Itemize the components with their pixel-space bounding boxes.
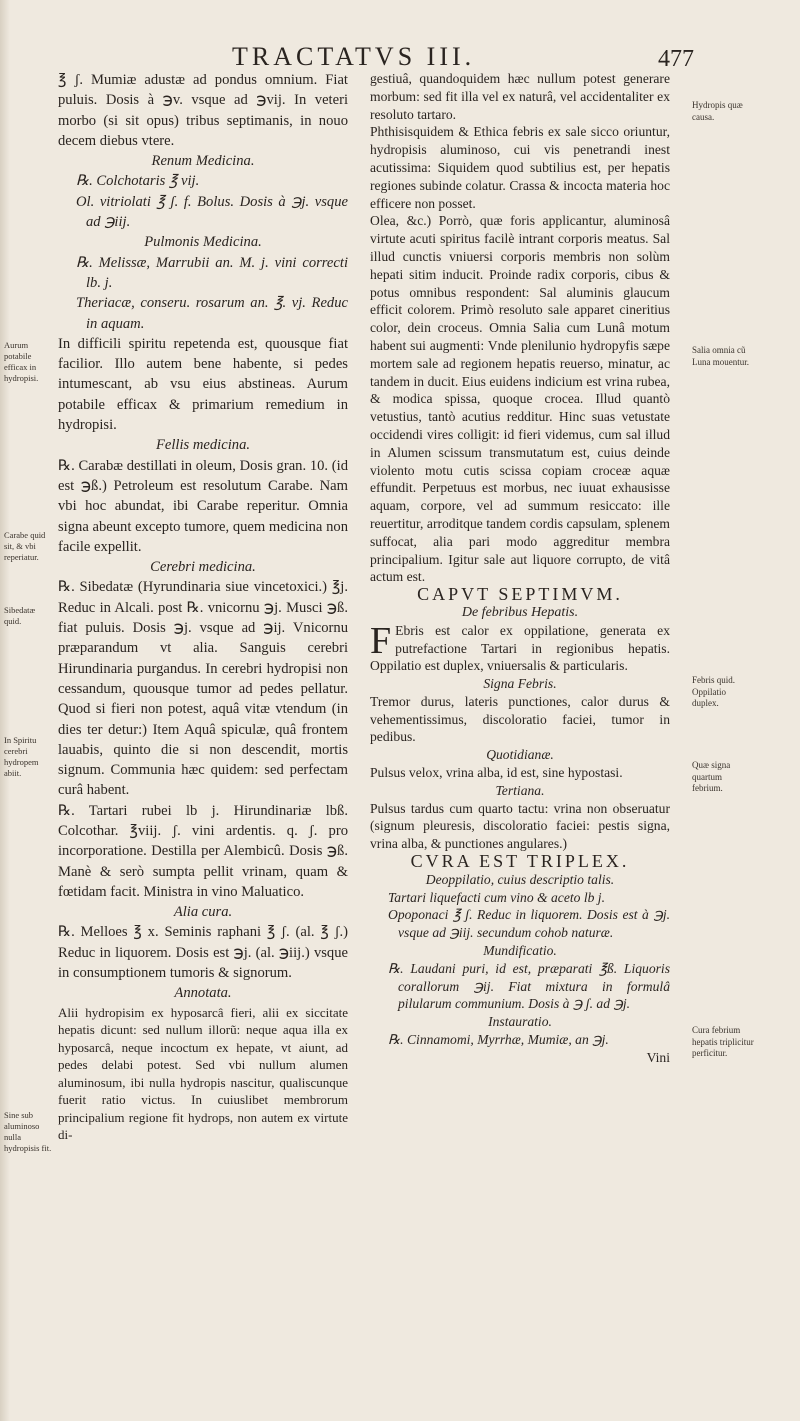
paragraph: Pulsus tardus cum quarto tactu: vrina non obseruatur (signum pleuresis, discoloratio faciei: pestis signa, vrina alba, & punctiones angulares.) [370,800,670,852]
section-heading: Annotata. [174,985,232,1002]
left-column [58,70,348,1144]
marginal-note: Sine sub aluminoso nulla hydropisis fit. [4,1110,52,1153]
section-heading: Pulmonis Medicina. [144,234,262,251]
section-heading: Alia cura. [173,904,233,921]
page-number: 477 [658,46,694,72]
paragraph: ℞. Sibedatæ (Hyrundinaria siue vincetoxici.) ℥j. Reduc in Alcali. post ℞. vnicornu ℈j. Musci ℈ß. fiat puluis. Dosis ℈j. vsque ad ℈ij. Vnicornu præparandum vt alia. Sanguis cerebri Hirundinaria purgandus. In cerebri hydropisi non cessandum, quousque tumor ad pedes pellatur. Quod si fieri non potest, aquâ vitæ vtendum (in dies ter detur:) Item Aquâ spiculæ, quâ frontem lauabis, quinto die si non descendit, mortis signum. Communia hæc quidem: sed perfectam curâ habent. [58,579,348,799]
section-heading: Tertiana. [495,782,545,798]
marginal-note: Sibedatæ quid. [4,605,36,626]
running-title: TRACTATVS III. [232,42,476,71]
recipe-line: Ol. vitriolati ℥ ʃ. f. Bolus. Dosis à ℈j. vsque ad ℈iij. [76,193,348,231]
paragraph: ℞. Melloes ℥ x. Seminis raphani ℥ ʃ. (al. ℥ ʃ.) Reduc in liquorem. Dosis est ℈j. (al. ℈iij.) vsque in consumptionem tumoris & signorum. [58,924,348,982]
section-heading: Signa Febris. [483,676,557,692]
paragraph: Phthisisquidem & Ethica febris ex sale sicco oriuntur, hydropisis aluminoso, cui vis penetrandi inest acutissima: Siquidem quod subtilius est, per hepatis regiones subinde colatur. Crassa & incocta materia hoc efficere non posset. [370,124,670,211]
section-heading: Cerebri medicina. [150,559,256,576]
marginal-note: Cura febrium hepatis triplicitur perficitur. [692,1025,754,1058]
marginal-note: Carabe quid sit, & vbi reperiatur. [4,530,46,562]
right-column [370,70,670,1067]
recipe-line: ℞. Colchotaris ℥ vij. [76,173,200,190]
marginal-note: Salia omnia cũ Luna mouentur. [692,345,749,367]
paragraph: ℞. Carabæ destillati in oleum, Dosis gran. 10. (id est ℈ß.) Petroleum est resolutum Carabe. Nam vbi hoc abundat, ibi Carabe reperitur. Omnia signa abeunt excepto tumore, quem medicina non facile expellit. [58,457,348,555]
paragraph: Pulsus velox, vrina alba, id est, sine hypostasi. [370,765,623,781]
recipe-line: Tartari liquefacti cum vino & aceto lb j. [388,889,605,905]
dropcap: F [370,619,392,662]
paragraph: In difficili spiritu repetenda est, quousque fiat facilior. Illo autem bene habente, si pedes intumescant, ab vsu eius abstineas. Aurum potabile efficax & primarium remedium in hydropisi. [58,335,348,434]
section-heading: Renum Medicina. [151,153,255,170]
chapter-title: CAPVT SEPTIMVM. [417,584,623,605]
paragraph: gestiuâ, quandoquidem hæc nullum potest generare morbum: sed fit illa vel ex naturâ, vel accidentaliter ex resoluto tartaro. [370,71,670,122]
paragraph: ℥ ʃ. Mumiæ adustæ ad pondus omnium. Fiat puluis. Dosis à ℈v. vsque ad ℈vij. In veteri morbo (si sit opus) tribus septimanis, in nouo decem diebus vtere. [58,72,348,149]
recipe-line: Opoponaci ℥ ʃ. Reduc in liquorem. Dosis est à ℈j. vsque ad ℈iij. secundum cohob naturæ. [388,907,670,941]
chapter-subtitle: De febribus Hepatis. [461,604,579,620]
section-heading: Quotidianæ. [486,747,554,763]
section-heading: Fellis medicina. [155,437,251,454]
recipe-line: ℞. Cinnamomi, Myrrhæ, Mumiæ, an ℈j. [388,1032,609,1048]
binding-shadow [0,0,10,1421]
section-heading: Instauratio. [488,1014,552,1030]
marginal-note: Quæ signa quartum febrium. [692,760,731,793]
recipe-line: ℞. Melissæ, Marrubii an. M. j. vini correcti lb. j. [76,254,348,291]
paragraph: Olea, &c.) Porrò, quæ foris applicantur, aluminosâ virtute acuti spiritus facilè intrant corporis meatus. Sal illud cunctis vniuersi corporis membris non solùm hepati sitim inducit. Proinde radix corporis, cibus & potus omnibus respondent: Sal aluminis glaucum efficit colorem. Primò resoluto sale apparet cineritius color, dein croceus. Omnia Salia cum Lunâ motum habent sui augmenti: Vnde plenilunio hydropyfis sæpe mortem sale ad regionem hepatis reuerso, minatur, ac tandem in ducit. Eius euidens indicium est vrina rubea, & modica spissa, quoque crocea. Illud quantò vetustius, tantò acutius redditur. Hinc suas vetustate occidendi vires colligit: id fieri videmus, cum sal illud in Alumen scissum transmutatum est, cuius deinde violento motu cutis scissa copiam croceæ aquæ effundit. Perpetuus est morbus, nec iuuat exhausisse aquam, corpore, vel ad summum resiccato: ille reuertitur, arroditque tandem cordis capsulam, splenem suffocat, alia pari modo aggreditur membra principalium. Igitur sale aut liquore corrupto, de vitâ actum est. [370,213,670,585]
paragraph-with-dropcap: F Ebris est calor ex oppilatione, generata ex putrefactione Tartari in regionibus hepatis. Oppilatio est duplex, vniuersalis & particularis. [370,619,670,674]
catchword: Vini [646,1049,670,1065]
marginal-note: Hydropis quæ causa. [692,100,743,122]
section-heading: Mundificatio. [483,943,557,959]
cure-heading: CVRA EST TRIPLEX. [410,851,630,872]
marginal-note: In Spiritu cerebri hydropem abiit. [4,735,39,778]
paragraph: Tremor durus, lateris punctiones, calor durus & vehementissimus, discoloratio faciei, tumor in pedibus. [370,693,670,745]
marginal-note: Aurum potabile efficax in hydropisi. [4,340,39,383]
recipe-line: ℞. Laudani puri, id est, præparati ℥ß. Liquoris corallorum ℈ij. Fiat mixtura in formulâ pilularum communium. Dosis à ℈ ʃ. ad ℈j. [388,960,670,1012]
annotation-paragraph: Alii hydropisim ex hyposarcâ fieri, alii ex siccitate hepatis dicunt: sed nullum illorũ: neque aqua illa ex hyposarcâ, neque incoctum ex hepate, vt aiunt, ad pedes delabi potest. Sed vbi nullum alumen aluminosum, ibi nulla hydropis nascitur, qualiscunque fuerit ratio victus. In cuiuslibet membrorum principalium regione fit hydrops, non autem ex virtute di- [58,1004,348,1143]
section-heading: Deoppilatio, cuius descriptio talis. [425,871,615,887]
paragraph: ℞. Tartari rubei lb j. Hirundinariæ lbß. Colcothar. ℥viij. ʃ. vini ardentis. q. ʃ. pro incorporatione. Destilla per Alembicû. Dosis ℈ß. Manè & serò sumpta pellit vrinam, quam & fœtidam facit. Ministra in vino Maluatico. [58,802,348,900]
recipe-line: Theriacæ, conseru. rosarum an. ℥. vj. Reduc in aquam. [76,295,348,332]
marginal-note: Febris quid. Oppilatio duplex. [692,675,736,708]
